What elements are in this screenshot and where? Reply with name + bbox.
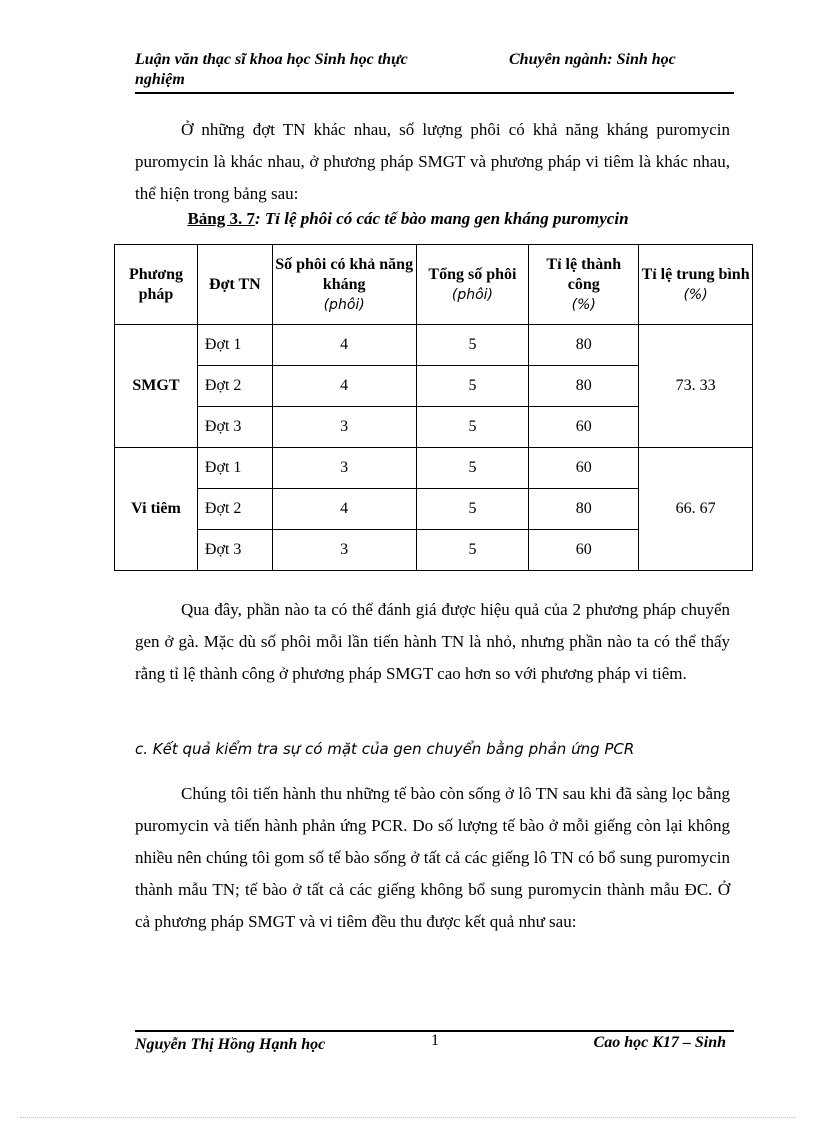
batch-cell: Đợt 3 xyxy=(197,530,272,571)
total-cell: 5 xyxy=(416,448,529,489)
table-caption-label: Bảng 3. 7 xyxy=(187,209,255,228)
page-footer xyxy=(135,1030,734,1053)
section-subheading: c. Kết quả kiểm tra sự có mặt của gen chuyển bằng phản ứng PCR xyxy=(135,740,635,758)
resistant-cell: 4 xyxy=(272,489,416,530)
resistant-cell: 4 xyxy=(272,366,416,407)
method-cell: Vi tiêm xyxy=(115,448,198,571)
table-row xyxy=(115,448,753,489)
batch-cell: Đợt 2 xyxy=(197,489,272,530)
page-header xyxy=(135,50,734,94)
footer-author: Nguyễn Thị Hồng Hạnh học xyxy=(135,1036,326,1053)
table-caption xyxy=(0,209,816,229)
header-rate-unit: (%) xyxy=(571,296,596,313)
header-thesis-title: Luận văn thạc sĩ khoa học Sinh học thực nghiệm xyxy=(135,51,408,88)
header-resistant: Số phôi có khả năng kháng (phôi) xyxy=(272,245,416,325)
total-cell: 5 xyxy=(416,530,529,571)
resistant-cell: 3 xyxy=(272,448,416,489)
header-average: Tỉ lệ trung bình (%) xyxy=(639,245,753,325)
table-row xyxy=(115,325,753,366)
batch-cell: Đợt 3 xyxy=(197,407,272,448)
header-batch: Đợt TN xyxy=(197,245,272,325)
intro-paragraph-text: Ở những đợt TN khác nhau, số lượng phôi có khả năng kháng puromycin puromycin là khác nhau, ở phương pháp SMGT và phương pháp vi tiêm là khác nhau, thể hiện trong bảng sau: xyxy=(135,120,730,203)
method-cell: SMGT xyxy=(115,325,198,448)
results-table xyxy=(114,244,753,571)
header-total: Tổng số phôi (phôi) xyxy=(416,245,529,325)
batch-cell: Đợt 1 xyxy=(197,448,272,489)
analysis-paragraph xyxy=(135,594,730,690)
intro-paragraph xyxy=(135,114,730,210)
rate-cell: 60 xyxy=(529,530,639,571)
batch-cell: Đợt 2 xyxy=(197,366,272,407)
resistant-cell: 4 xyxy=(272,325,416,366)
table-caption-title: : Tỉ lệ phôi có các tế bào mang gen kháng puromycin xyxy=(255,209,629,228)
pcr-paragraph xyxy=(135,778,730,938)
rate-cell: 80 xyxy=(529,489,639,530)
header-method: Phương pháp xyxy=(115,245,198,325)
total-cell: 5 xyxy=(416,325,529,366)
resistant-cell: 3 xyxy=(272,530,416,571)
analysis-paragraph-text: Qua đây, phần nào ta có thể đánh giá được hiệu quả của 2 phương pháp chuyển gen ở gà. Mặc dù số phôi mỗi lần tiến hành TN là nhỏ, nhưng phần nào ta có thể thấy rằng tỉ lệ thành công ở phương pháp SMGT cao hơn so với phương pháp vi tiêm. xyxy=(135,600,730,683)
rate-cell: 80 xyxy=(529,325,639,366)
header-total-unit: (phôi) xyxy=(451,286,493,303)
rate-cell: 60 xyxy=(529,448,639,489)
page-number: 1 xyxy=(431,1032,439,1049)
header-average-unit: (%) xyxy=(683,286,708,303)
header-major: Chuyên ngành: Sinh học xyxy=(509,51,676,68)
batch-cell: Đợt 1 xyxy=(197,325,272,366)
total-cell: 5 xyxy=(416,489,529,530)
pcr-paragraph-text: Chúng tôi tiến hành thu những tế bào còn sống ở lô TN sau khi đã sàng lọc bằng puromycin và tiến hành phản ứng PCR. Do số lượng tế bào ở mỗi giếng còn lại không nhiều nên chúng tôi gom số tế bào sống ở tất cả các giếng lô TN có bổ sung puromycin thành mẫu TN; tế bào ở tất cả các giếng không bổ sung puromycin thành mẫu ĐC. Ở cả phương pháp SMGT và vi tiêm đều thu được kết quả như sau: xyxy=(135,784,730,931)
average-cell: 73. 33 xyxy=(639,325,753,448)
total-cell: 5 xyxy=(416,366,529,407)
header-resistant-unit: (phôi) xyxy=(323,296,365,313)
footer-course: Cao học K17 – Sinh xyxy=(593,1034,726,1051)
header-rate: Tỉ lệ thành công (%) xyxy=(529,245,639,325)
page-bottom-border xyxy=(20,1117,796,1118)
resistant-cell: 3 xyxy=(272,407,416,448)
rate-cell: 60 xyxy=(529,407,639,448)
average-cell: 66. 67 xyxy=(639,448,753,571)
total-cell: 5 xyxy=(416,407,529,448)
header-rule xyxy=(135,92,734,94)
table-header-row xyxy=(115,245,753,325)
rate-cell: 80 xyxy=(529,366,639,407)
